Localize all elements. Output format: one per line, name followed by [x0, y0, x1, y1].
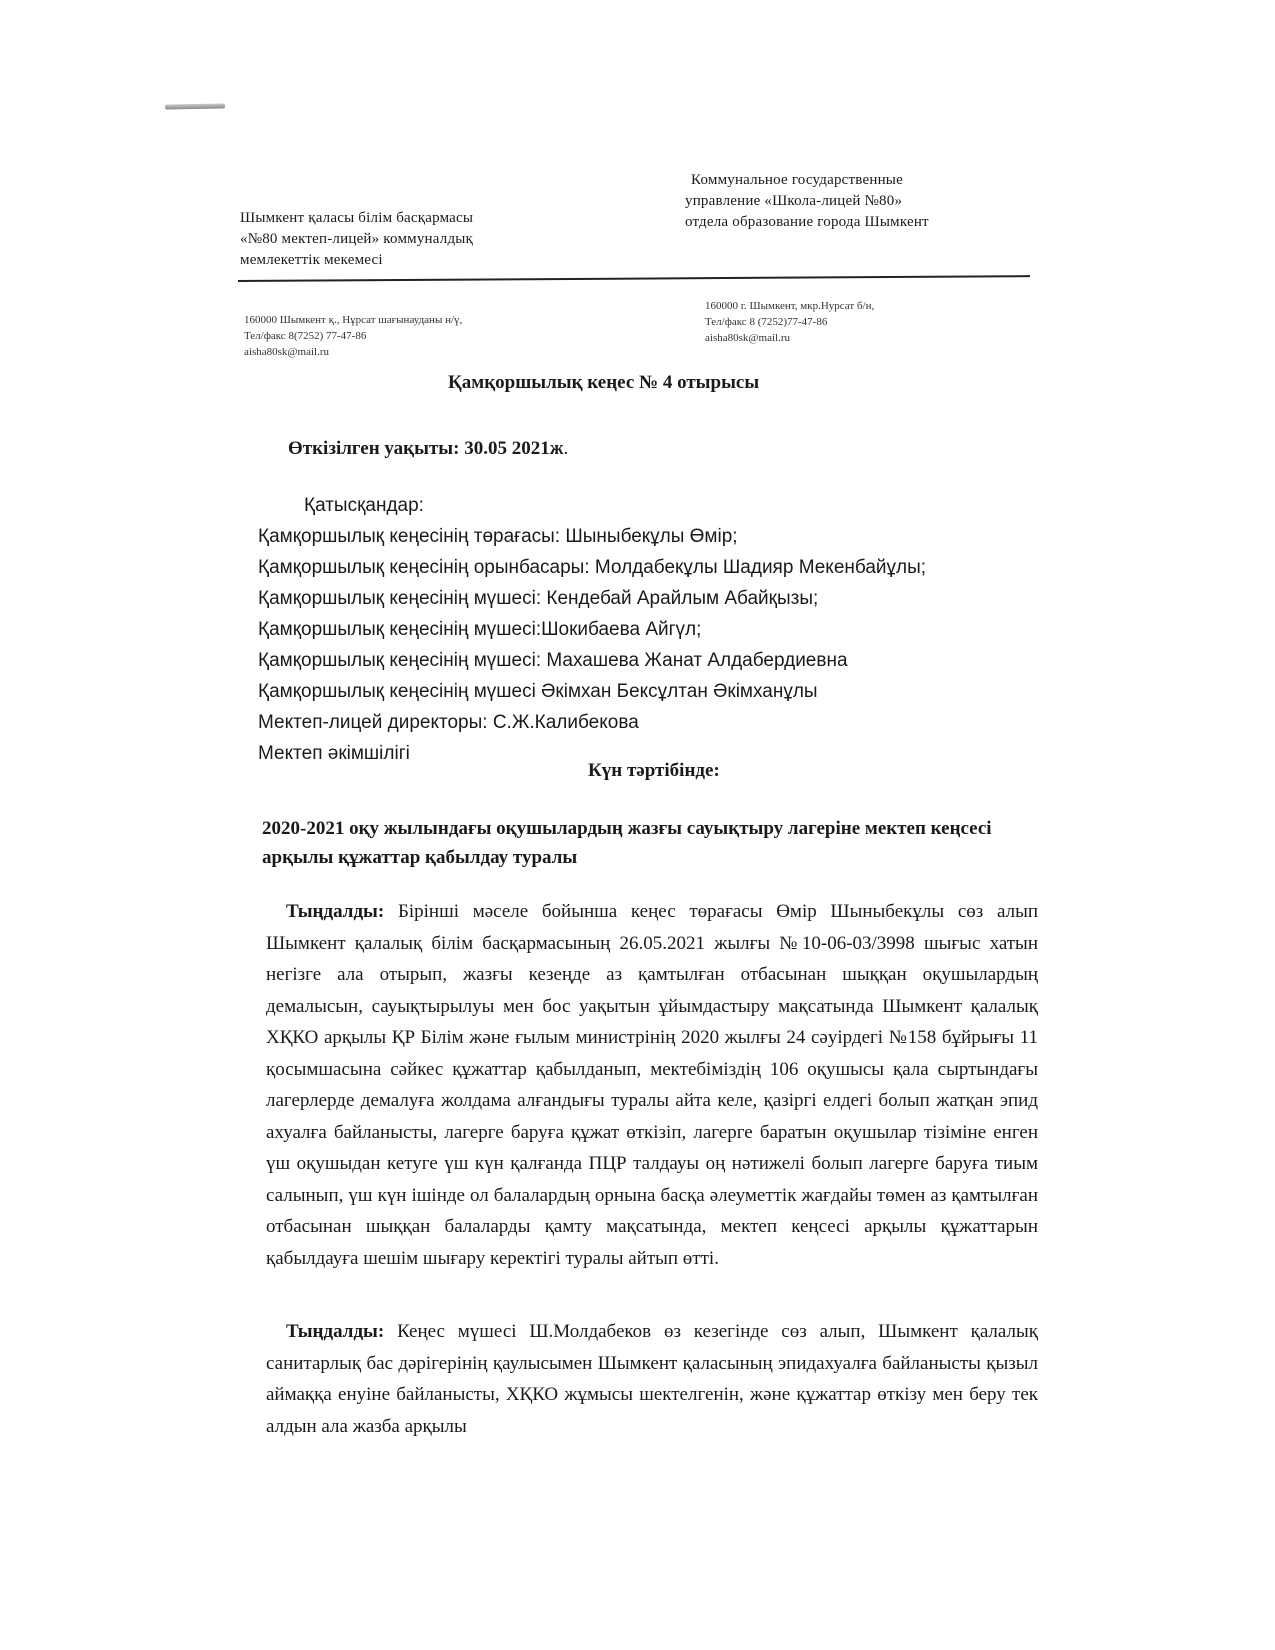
- participant-item: Қамқоршылық кеңесінің мүшесі: Кендебай Арайлым Абайқызы;: [258, 588, 819, 609]
- header-left-line: Шымкент қаласы білім басқармасы: [240, 210, 474, 226]
- address-left-email: aisha80sk@mail.ru: [244, 346, 329, 358]
- participant-item: Мектеп-лицей директоры: С.Ж.Калибекова: [258, 712, 639, 733]
- paragraph-label: Тыңдалды:: [286, 901, 385, 922]
- address-right-line: Тел/факс 8 (7252)77-47-86: [705, 316, 828, 328]
- participant-item: Қамқоршылық кеңесінің төрағасы: Шыныбекұлы Өмір;: [258, 526, 738, 547]
- address-right-line: 160000 г. Шымкент, мкр.Нурсат б/н,: [705, 300, 875, 312]
- address-right-email: aisha80sk@mail.ru: [705, 332, 790, 344]
- staple-mark: [165, 103, 225, 109]
- participant-item: Қамқоршылық кеңесінің мүшесі:Шокибаева Айгүл;: [258, 619, 702, 640]
- document-title: Қамқоршылық кеңес № 4 отырысы: [448, 372, 760, 393]
- header-right-russian: [685, 170, 1005, 233]
- meeting-date-label: Өткізілген уақыты: 30.05 2021ж: [288, 438, 564, 459]
- participant-item: Қамқоршылық кеңесінің мүшесі Әкімхан Бексұлтан Әкімханұлы: [258, 681, 818, 702]
- address-left-line: 160000 Шымкент қ., Нұрсат шағынауданы н/ү,: [244, 314, 463, 326]
- participant-item: Қамқоршылық кеңесінің мүшесі: Махашева Жанат Алдабердиевна: [258, 650, 848, 671]
- header-left-kazakh: [240, 208, 570, 271]
- meeting-date: [288, 438, 788, 460]
- page-bottom-margin: [0, 1505, 1275, 1650]
- paragraph-text: Кеңес мүшесі Ш.Молдабеков өз кезегінде сөз алып, Шымкент қалалық санитарлық бас дәрігерінің қаулысымен Шымкент қаласының эпидахуалға байланысты қызыл аймаққа енуіне байланысты, ХҚКО жұмысы шектелгенін, және құжаттар өткізу мен беру тек алдын ала жазба арқылы: [266, 1321, 1038, 1437]
- participants-list: [258, 490, 1018, 769]
- address-right: [705, 298, 1005, 346]
- address-left: [244, 312, 564, 360]
- participant-item: Қамқоршылық кеңесінің орынбасары: Молдабекұлы Шадияр Мекенбайұлы;: [258, 557, 927, 578]
- paragraph-label: Тыңдалды:: [286, 1321, 385, 1342]
- agenda-topic: 2020-2021 оқу жылындағы оқушылардың жазғы сауықтыру лагеріне мектеп кеңсесі арқылы құжаттар қабылдау туралы: [262, 818, 992, 868]
- header-left-line: мемлекеттік мекемесі: [240, 252, 383, 268]
- meeting-date-suffix: .: [563, 438, 569, 459]
- header-divider: [238, 275, 1030, 282]
- agenda-heading: Күн тәртібінде:: [588, 760, 720, 781]
- header-right-line: управление «Школа-лицей №80»: [685, 193, 903, 209]
- paragraph-second: [266, 1316, 1038, 1442]
- header-right-line: отдела образование города Шымкент: [685, 214, 929, 230]
- header-left-line: «№80 мектеп-лицей» коммуналдық: [240, 231, 474, 247]
- address-left-line: Тел/факс 8(7252) 77-47-86: [244, 330, 367, 342]
- header-right-line: Коммунальное государственные: [691, 172, 903, 188]
- participant-item: Мектеп әкімшілігі: [258, 743, 410, 764]
- participants-heading: Қатысқандар:: [304, 495, 424, 516]
- paragraph-text: Бірінші мәселе бойынша кеңес төрағасы Өмір Шыныбекұлы сөз алып Шымкент қалалық білім басқармасының 26.05.2021 жылғы №10-06-03/3998 шығыс хатын негізге ала отырып, жазғы кезеңде аз қамтылған отбасынан шыққан оқушылардың демалысын, сауықтырылуы мен бос уақытын ұйымдастыру мақсатында Шымкент қалалық ХҚКО арқылы ҚР Білім және ғылым министрінің 2020 жылғы 24 сәуірдегі №158 бұйрығы 11 қосымшасына сәйкес құжаттар қабылданып, мектебіміздің 106 оқушысы қала сыртындағы лагерлерде демалуға жолдама алғандығы туралы айта келе, қазіргі елдегі болып жатқан эпид ахуалға байланысты, лагерге баруға құжат өткізіп, лагерге баратын оқушылар тізіміне енген үш оқушыдан кетуге үш күн қалғанда ПЦР талдауы оң нәтижелі болып лагерге баруға тиым салынып, үш күн ішінде ол балалардың орнына басқа әлеуметтік жағдайы төмен аз қамтылған отбасынан шыққан балаларды қамту мақсатында, мектеп кеңсесі арқылы құжаттарын қабылдауға шешім шығару керектігі туралы айтып өтті.: [266, 901, 1038, 1269]
- paragraph-first: [266, 896, 1038, 1274]
